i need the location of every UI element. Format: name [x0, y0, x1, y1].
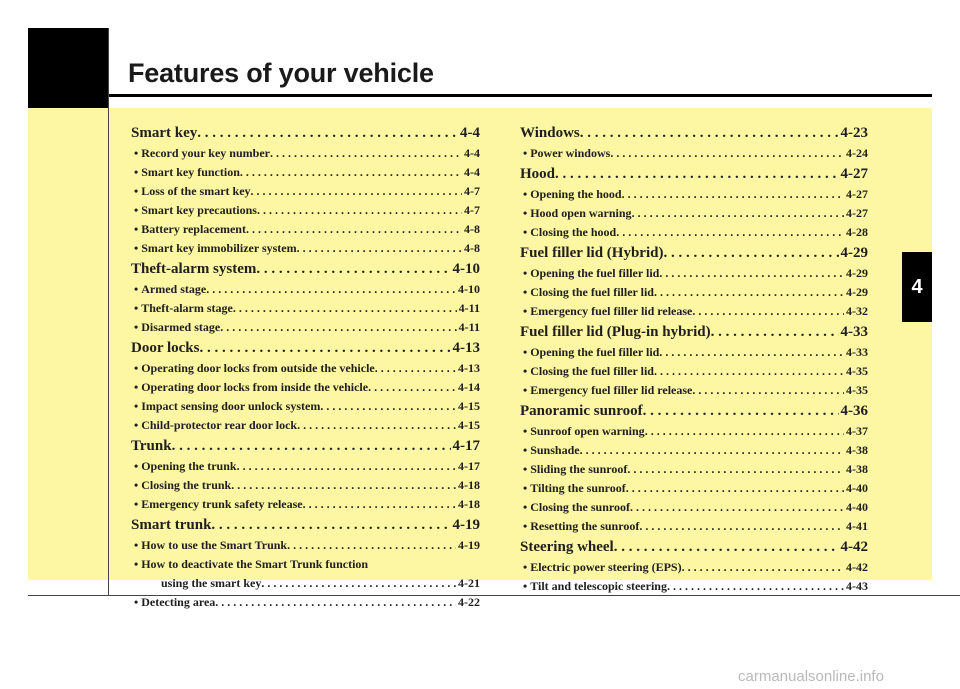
toc-item-label: • Closing the hood: [523, 223, 616, 242]
toc-section[interactable]: [520, 537, 868, 558]
toc-item[interactable]: [131, 144, 480, 163]
dot-leader: [626, 479, 844, 498]
toc-item-page-number: 4-43: [846, 579, 868, 593]
dot-leader: [692, 381, 844, 400]
toc-item-page-number: 4-28: [846, 225, 868, 239]
toc-section[interactable]: [131, 436, 480, 457]
toc-item-page-number: 4-7: [464, 203, 480, 217]
toc-item-page-number: 4-35: [846, 383, 868, 397]
toc-item-page-number: 4-27: [846, 187, 868, 201]
toc-section[interactable]: [131, 259, 480, 280]
toc-item[interactable]: [520, 498, 868, 517]
toc-item-page-number: 4-29: [846, 285, 868, 299]
dot-leader: [622, 185, 844, 204]
toc-item-label: • Operating door locks from inside the vehicle: [134, 378, 368, 397]
toc-item[interactable]: [520, 422, 868, 441]
toc-section-page-number: 4-10: [452, 261, 480, 277]
toc-item-label: • Tilt and telescopic steering: [523, 577, 667, 596]
toc-item[interactable]: [131, 280, 480, 299]
toc-item-label: • Closing the sunroof: [523, 498, 630, 517]
toc-item-label: • Detecting area: [134, 593, 215, 612]
dot-leader: [627, 460, 844, 479]
toc-item-continued-page-number: 4-21: [458, 576, 480, 590]
dot-leader: [246, 220, 462, 239]
chapter-corner-block: [28, 28, 108, 108]
toc-item-label: • Hood open warning: [523, 204, 632, 223]
toc-section-page-number: 4-42: [840, 539, 868, 555]
toc-section[interactable]: [131, 515, 480, 536]
toc-item[interactable]: [520, 283, 868, 302]
toc-item[interactable]: [131, 495, 480, 514]
dot-leader: [630, 498, 844, 517]
toc-item-label: • Child-protector rear door lock: [134, 416, 297, 435]
toc-section[interactable]: [520, 401, 868, 422]
dot-leader: [199, 338, 450, 359]
dot-leader: [297, 416, 456, 435]
toc-section[interactable]: [520, 322, 868, 343]
toc-section-page-number: 4-27: [840, 166, 868, 182]
toc-item[interactable]: [131, 239, 480, 258]
dot-leader: [580, 123, 839, 144]
toc-section-label: Hood: [520, 166, 556, 182]
toc-item[interactable]: [131, 359, 480, 378]
dot-leader: [375, 359, 456, 378]
dot-leader: [692, 302, 844, 321]
toc-item-page-number: 4-35: [846, 364, 868, 378]
toc-section-label: Fuel filler lid (Plug-in hybrid): [520, 324, 711, 340]
toc-item-label: • Resetting the sunroof: [523, 517, 639, 536]
dot-leader: [257, 201, 462, 220]
title-underline: [108, 94, 932, 97]
toc-item[interactable]: [520, 441, 868, 460]
toc-item[interactable]: [131, 163, 480, 182]
toc-item-label: • Closing the trunk: [134, 476, 231, 495]
toc-item[interactable]: [131, 201, 480, 220]
toc-item[interactable]: [131, 416, 480, 435]
toc-item-page-number: 4-13: [458, 361, 480, 375]
dot-leader: [220, 318, 456, 337]
dot-leader: [320, 397, 456, 416]
toc-item-page-number: 4-33: [846, 345, 868, 359]
toc-section[interactable]: [131, 123, 480, 144]
toc-item-label: • Sliding the sunroof: [523, 460, 627, 479]
toc-item-page-number: 4-40: [846, 500, 868, 514]
dot-leader: [256, 259, 450, 280]
toc-item-page-number: 4-38: [846, 462, 868, 476]
toc-item[interactable]: [131, 299, 480, 318]
dot-leader: [270, 144, 462, 163]
dot-leader: [297, 239, 462, 258]
dot-leader: [616, 223, 844, 242]
toc-item-label: • Operating door locks from outside the vehicle: [134, 359, 375, 378]
toc-item[interactable]: [520, 577, 868, 596]
toc-section-page-number: 4-36: [840, 403, 868, 419]
dot-leader: [610, 144, 844, 163]
toc-item[interactable]: [520, 144, 868, 163]
toc-item-page-number: 4-32: [846, 304, 868, 318]
toc-item-label: • Emergency fuel filler lid release: [523, 302, 692, 321]
toc-item[interactable]: [520, 517, 868, 536]
toc-item[interactable]: [131, 457, 480, 476]
toc-item-page-number: 4-22: [458, 595, 480, 609]
toc-section-label: Theft-alarm system: [131, 261, 257, 277]
toc-section-label: Fuel filler lid (Hybrid): [520, 245, 664, 261]
toc-item-page-number: 4-29: [846, 266, 868, 280]
toc-item[interactable]: [131, 397, 480, 416]
toc-section-label: Door locks: [131, 340, 200, 356]
toc-item-page-number: 4-41: [846, 519, 868, 533]
toc-item[interactable]: [520, 362, 868, 381]
toc-item-label: • Sunroof open warning: [523, 422, 645, 441]
dot-leader: [555, 164, 838, 185]
toc-item-page-number: 4-10: [458, 282, 480, 296]
dot-leader: [682, 558, 844, 577]
toc-item-page-number: 4-19: [458, 538, 480, 552]
toc-item-page-number: 4-27: [846, 206, 868, 220]
toc-item-label: • Armed stage: [134, 280, 206, 299]
toc-item-label: • How to deactivate the Smart Trunk function: [134, 555, 368, 574]
toc-item-continued[interactable]: [131, 574, 480, 593]
dot-leader: [303, 495, 456, 514]
toc-section-page-number: 4-29: [840, 245, 868, 261]
toc-item-page-number: 4-38: [846, 443, 868, 457]
toc-item-continued-label: using the smart key: [161, 576, 262, 590]
toc-item-page-number: 4-4: [464, 165, 480, 179]
dot-leader: [261, 574, 456, 593]
toc-item-label: • Opening the hood: [523, 185, 622, 204]
dot-leader: [663, 243, 838, 264]
toc-section[interactable]: [520, 243, 868, 264]
toc-section[interactable]: [131, 338, 480, 359]
toc-section-page-number: 4-33: [840, 324, 868, 340]
toc-section-page-number: 4-23: [840, 125, 868, 141]
toc-item[interactable]: [520, 460, 868, 479]
dot-leader: [240, 163, 462, 182]
toc-section-label: Panoramic sunroof: [520, 403, 643, 419]
toc-item-label: • Opening the trunk: [134, 457, 237, 476]
toc-section-label: Steering wheel: [520, 539, 614, 555]
toc-item[interactable]: [131, 182, 480, 201]
dot-leader: [368, 378, 456, 397]
toc-item[interactable]: [520, 302, 868, 321]
toc-item-label: • Closing the fuel filler lid: [523, 283, 654, 302]
toc-item-page-number: 4-42: [846, 560, 868, 574]
toc-item-label: • Smart key precautions: [134, 201, 257, 220]
toc-item-page-number: 4-37: [846, 424, 868, 438]
toc-item-label: • Emergency fuel filler lid release: [523, 381, 692, 400]
dot-leader: [172, 436, 451, 457]
toc-section-label: Windows: [520, 125, 580, 141]
dot-leader: [197, 123, 458, 144]
toc-section[interactable]: [520, 123, 868, 144]
toc-item-page-number: 4-15: [458, 418, 480, 432]
toc-item-page-number: 4-24: [846, 146, 868, 160]
toc-item-label: • Sunshade: [523, 441, 580, 460]
dot-leader: [632, 204, 844, 223]
dot-leader: [580, 441, 844, 460]
toc-item-label: • Theft-alarm stage: [134, 299, 233, 318]
toc-section-page-number: 4-13: [452, 340, 480, 356]
toc-item-label: • Impact sensing door unlock system: [134, 397, 320, 416]
toc-section-label: Smart trunk: [131, 517, 212, 533]
dot-leader: [659, 264, 844, 283]
dot-leader: [237, 457, 456, 476]
dot-leader: [251, 182, 462, 201]
toc-item-label: • Opening the fuel filler lid: [523, 343, 659, 362]
page-title: Features of your vehicle: [128, 58, 434, 88]
toc-item-page-number: 4-4: [464, 146, 480, 160]
toc-item-label: • Smart key function: [134, 163, 240, 182]
toc-item[interactable]: [520, 381, 868, 400]
dot-leader: [231, 476, 456, 495]
toc-item-label: • Battery replacement: [134, 220, 246, 239]
dot-leader: [667, 577, 844, 596]
dot-leader: [639, 517, 844, 536]
toc-item-page-number: 4-7: [464, 184, 480, 198]
toc-item-page-number: 4-17: [458, 459, 480, 473]
toc-item-page-number: 4-18: [458, 478, 480, 492]
toc-section-page-number: 4-19: [452, 517, 480, 533]
dot-leader: [654, 362, 844, 381]
toc-item-page-number: 4-40: [846, 481, 868, 495]
toc-section-page-number: 4-17: [452, 438, 480, 454]
dot-leader: [215, 593, 456, 612]
toc-item[interactable]: [131, 378, 480, 397]
toc-item[interactable]: [520, 204, 868, 223]
toc-item-label: • Emergency trunk safety release: [134, 495, 303, 514]
toc-item[interactable]: [520, 264, 868, 283]
margin-rule: [108, 28, 109, 596]
toc-section-page-number: 4-4: [460, 125, 480, 141]
toc-item-label: • Disarmed stage: [134, 318, 220, 337]
toc-item[interactable]: [520, 185, 868, 204]
toc-column-left: [131, 122, 480, 612]
dot-leader: [711, 322, 839, 343]
toc-item-label: • How to use the Smart Trunk: [134, 536, 287, 555]
watermark: carmanualsonline.info: [738, 668, 884, 685]
toc-item-label: • Closing the fuel filler lid: [523, 362, 654, 381]
toc-item-page-number: 4-14: [458, 380, 480, 394]
dot-leader: [643, 401, 839, 422]
toc-item-label: • Smart key immobilizer system: [134, 239, 297, 258]
toc-item[interactable]: [131, 536, 480, 555]
toc-item[interactable]: [131, 476, 480, 495]
toc-item[interactable]: [131, 555, 480, 574]
toc-item[interactable]: [520, 558, 868, 577]
toc-section-label: Smart key: [131, 125, 198, 141]
toc-item-label: • Record your key number: [134, 144, 270, 163]
toc-item-page-number: 4-11: [458, 320, 480, 334]
dot-leader: [287, 536, 456, 555]
dot-leader: [654, 283, 844, 302]
dot-leader: [645, 422, 844, 441]
chapter-tab[interactable]: 4: [902, 252, 932, 322]
toc-item[interactable]: [520, 479, 868, 498]
toc-section[interactable]: [520, 164, 868, 185]
toc-item-label: • Loss of the smart key: [134, 182, 251, 201]
toc-item-page-number: 4-8: [464, 222, 480, 236]
toc-item[interactable]: [131, 593, 480, 612]
dot-leader: [614, 537, 839, 558]
toc-section-label: Trunk: [131, 438, 172, 454]
toc-item-page-number: 4-18: [458, 497, 480, 511]
toc-item-page-number: 4-15: [458, 399, 480, 413]
toc-item-label: • Electric power steering (EPS): [523, 558, 682, 577]
dot-leader: [233, 299, 457, 318]
dot-leader: [211, 515, 450, 536]
toc-item[interactable]: [131, 318, 480, 337]
dot-leader: [206, 280, 456, 299]
toc-item-page-number: 4-11: [458, 301, 480, 315]
toc-item[interactable]: [520, 223, 868, 242]
toc-item-label: • Tilting the sunroof: [523, 479, 626, 498]
toc-item[interactable]: [520, 343, 868, 362]
toc-item-label: • Power windows: [523, 144, 610, 163]
toc-item-label: • Opening the fuel filler lid: [523, 264, 659, 283]
toc-item[interactable]: [131, 220, 480, 239]
dot-leader: [659, 343, 844, 362]
toc-item-page-number: 4-8: [464, 241, 480, 255]
toc-column-right: [520, 122, 868, 596]
